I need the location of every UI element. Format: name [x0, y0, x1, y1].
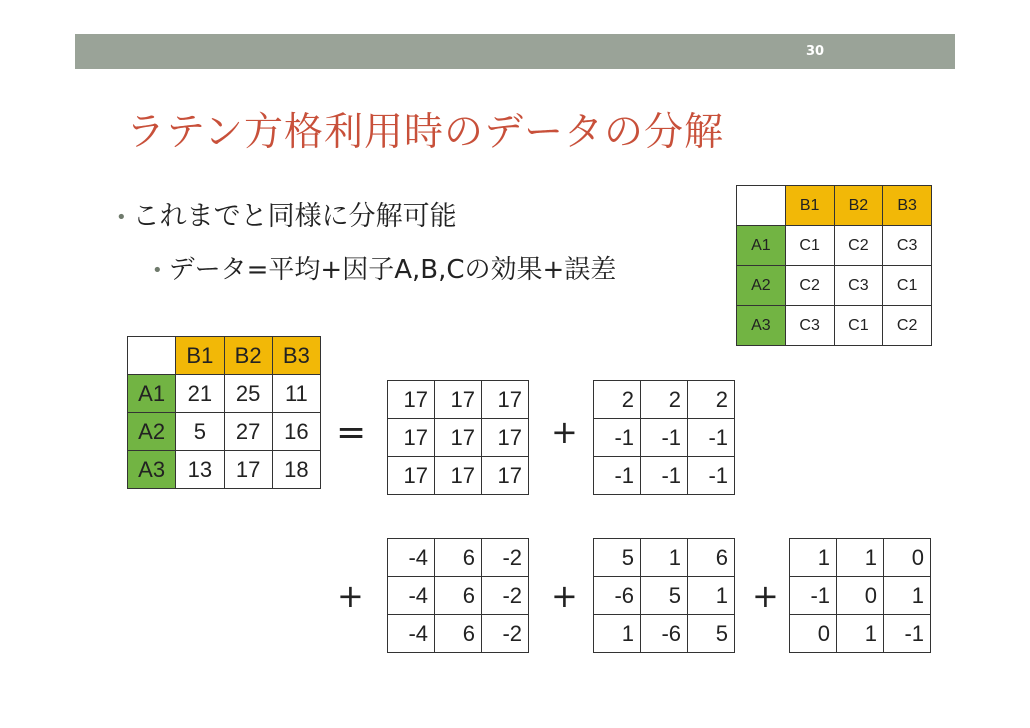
matrix-cell: -2 [482, 577, 529, 615]
table-cell: C1 [834, 306, 883, 346]
matrix-cell: -4 [388, 577, 435, 615]
row-header: A2 [737, 266, 786, 306]
matrix-cell: -6 [641, 615, 688, 653]
effect-a-matrix [593, 380, 735, 495]
row-header: A3 [737, 306, 786, 346]
matrix-cell: 0 [884, 539, 931, 577]
table-cell: 5 [176, 413, 224, 451]
matrix-cell: -1 [884, 615, 931, 653]
matrix-cell: 1 [837, 539, 884, 577]
matrix-cell: 5 [641, 577, 688, 615]
row-header: A2 [128, 413, 176, 451]
bullet-dot: • [116, 207, 127, 228]
matrix-cell: 1 [837, 615, 884, 653]
matrix-cell: 1 [790, 539, 837, 577]
matrix-cell: 5 [594, 539, 641, 577]
corner-cell [128, 337, 176, 375]
table-cell: C1 [785, 226, 834, 266]
error-matrix [789, 538, 931, 653]
effect-b-matrix [387, 538, 529, 653]
col-header: B2 [834, 186, 883, 226]
matrix-cell: 0 [790, 615, 837, 653]
table-cell: 17 [224, 451, 272, 489]
col-header: B3 [272, 337, 320, 375]
matrix-cell: 2 [688, 381, 735, 419]
bullet-level-2 [152, 249, 616, 286]
page-number: 30 [806, 44, 825, 59]
table-cell: 21 [176, 375, 224, 413]
bullet-level-1 [116, 194, 457, 233]
matrix-cell: -4 [388, 615, 435, 653]
table-cell: 27 [224, 413, 272, 451]
table-cell: C2 [785, 266, 834, 306]
slide-title: ラテン方格利用時のデータの分解 [126, 110, 725, 155]
table-cell: C1 [883, 266, 932, 306]
table-cell: 25 [224, 375, 272, 413]
row-header: A1 [128, 375, 176, 413]
table-cell: C3 [834, 266, 883, 306]
matrix-cell: -1 [594, 457, 641, 495]
col-header: B1 [176, 337, 224, 375]
table-cell: C3 [785, 306, 834, 346]
col-header: B3 [883, 186, 932, 226]
bullet-1-text: これまでと同様に分解可能 [132, 201, 457, 232]
matrix-cell: 2 [594, 381, 641, 419]
matrix-cell: 6 [435, 577, 482, 615]
plus-sign: + [752, 577, 779, 615]
matrix-cell: 17 [388, 457, 435, 495]
corner-cell [737, 186, 786, 226]
matrix-cell: 5 [688, 615, 735, 653]
matrix-cell: 17 [435, 457, 482, 495]
matrix-cell: 6 [435, 615, 482, 653]
matrix-cell: 1 [594, 615, 641, 653]
matrix-cell: -4 [388, 539, 435, 577]
matrix-cell: -1 [594, 419, 641, 457]
table-cell: 11 [272, 375, 320, 413]
matrix-cell: 6 [435, 539, 482, 577]
data-table [127, 336, 321, 489]
matrix-cell: -1 [790, 577, 837, 615]
plus-sign: + [551, 577, 578, 615]
bullet-dot: • [152, 260, 163, 281]
col-header: B1 [785, 186, 834, 226]
row-header: A1 [737, 226, 786, 266]
equals-sign: = [336, 412, 367, 453]
row-header: A3 [128, 451, 176, 489]
matrix-cell: 17 [482, 457, 529, 495]
matrix-cell: 17 [388, 381, 435, 419]
matrix-cell: 1 [884, 577, 931, 615]
matrix-cell: 2 [641, 381, 688, 419]
matrix-cell: 0 [837, 577, 884, 615]
matrix-cell: 17 [435, 381, 482, 419]
table-cell: C3 [883, 226, 932, 266]
plus-sign: + [551, 413, 578, 451]
matrix-cell: -6 [594, 577, 641, 615]
table-cell: 18 [272, 451, 320, 489]
table-cell: 13 [176, 451, 224, 489]
matrix-cell: -1 [641, 419, 688, 457]
matrix-cell: 6 [688, 539, 735, 577]
plus-sign: + [337, 577, 364, 615]
matrix-cell: -2 [482, 539, 529, 577]
effect-c-matrix [593, 538, 735, 653]
table-cell: C2 [883, 306, 932, 346]
matrix-cell: 17 [388, 419, 435, 457]
bullet-2-text: データ=平均+因子A,B,Cの効果+誤差 [168, 255, 617, 285]
table-cell: C2 [834, 226, 883, 266]
mean-matrix [387, 380, 529, 495]
col-header: B2 [224, 337, 272, 375]
matrix-cell: -1 [641, 457, 688, 495]
matrix-cell: 1 [688, 577, 735, 615]
matrix-cell: 17 [482, 381, 529, 419]
matrix-cell: -2 [482, 615, 529, 653]
matrix-cell: 1 [641, 539, 688, 577]
matrix-cell: 17 [482, 419, 529, 457]
matrix-cell: -1 [688, 419, 735, 457]
table-cell: 16 [272, 413, 320, 451]
latin-square-table [736, 185, 932, 346]
matrix-cell: 17 [435, 419, 482, 457]
matrix-cell: -1 [688, 457, 735, 495]
